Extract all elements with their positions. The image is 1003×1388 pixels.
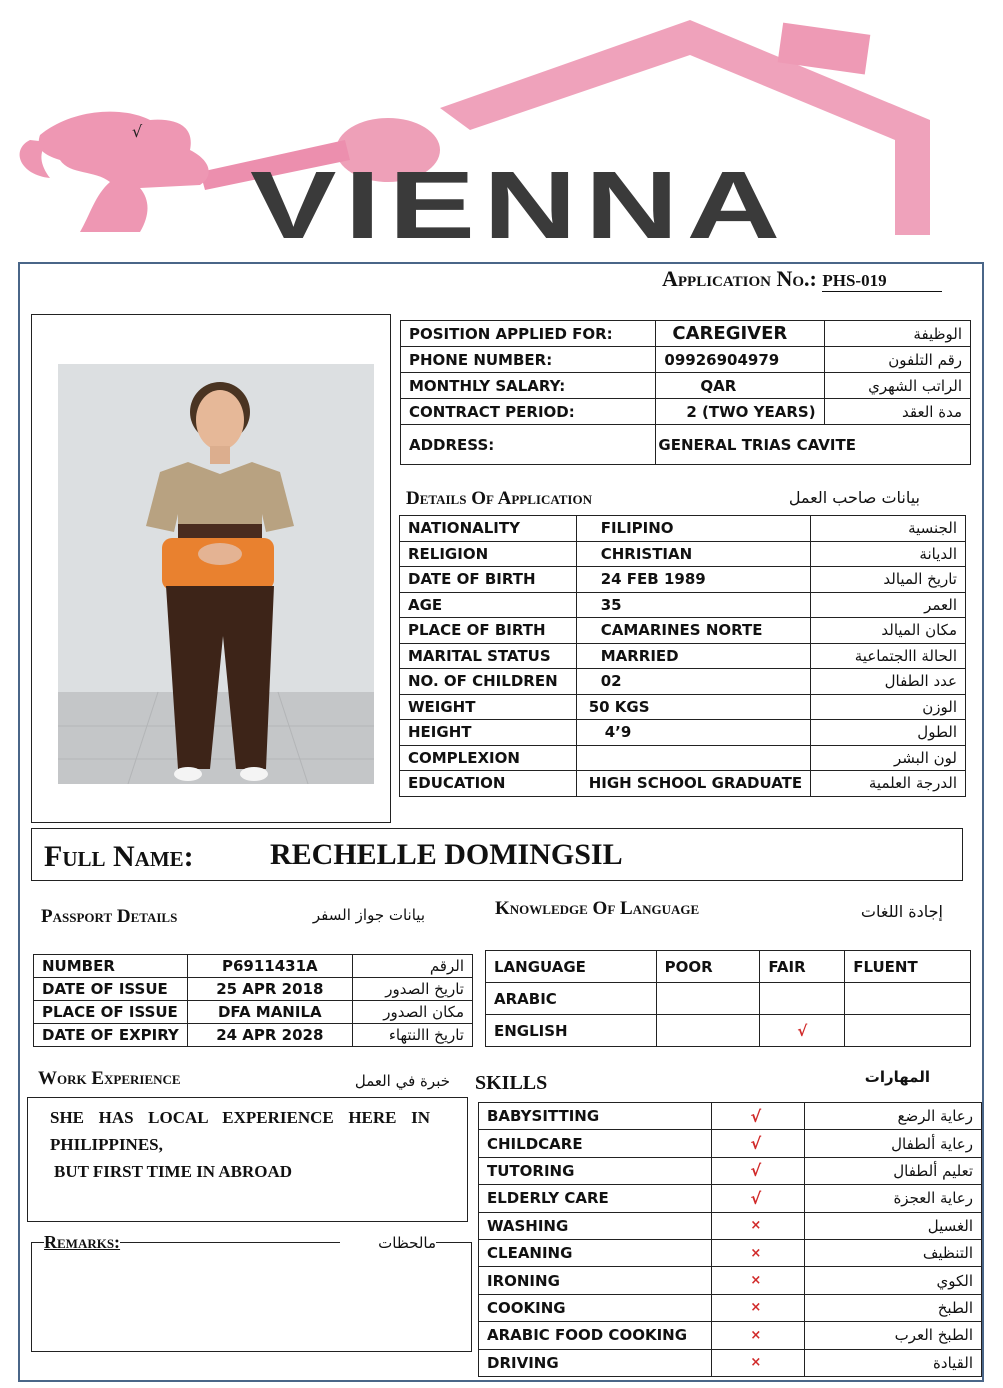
work-line-3: BUT FIRST TIME IN ABROAD <box>54 1162 293 1181</box>
details-label: COMPLEXION <box>400 745 577 771</box>
skill-row <box>479 1239 982 1266</box>
skill-cross-mark: × <box>709 1349 802 1376</box>
details-label: NATIONALITY <box>400 516 577 542</box>
poor-cell <box>656 1015 760 1047</box>
logo-woman <box>39 112 209 232</box>
details-row <box>400 643 966 669</box>
details-value: FILIPINO <box>576 516 810 542</box>
language-name: ENGLISH <box>486 1015 657 1047</box>
passport-label: DATE OF EXPIRY <box>34 1024 188 1047</box>
details-row <box>400 541 966 567</box>
skill-row <box>479 1103 982 1130</box>
passport-arabic: الرقم <box>352 955 472 978</box>
passport-label: NUMBER <box>34 955 188 978</box>
details-value: CAMARINES NORTE <box>576 618 810 644</box>
details-value: MARRIED <box>576 643 810 669</box>
application-number-label: Application No.: <box>662 266 817 291</box>
skill-name: IRONING <box>479 1267 712 1294</box>
details-value: 50 KGS <box>576 694 810 720</box>
work-line-2: PHILIPPINES, <box>50 1135 163 1154</box>
skill-arabic: القيادة <box>804 1349 981 1376</box>
details-arabic: تاريخ الميالد <box>811 567 966 593</box>
phone-label: PHONE NUMBER: <box>401 347 656 373</box>
skill-name: ELDERLY CARE <box>479 1185 712 1212</box>
passport-value: 24 APR 2028 <box>187 1024 352 1047</box>
details-label: MARITAL STATUS <box>400 643 577 669</box>
passport-table <box>33 954 473 1047</box>
passport-row <box>34 978 473 1001</box>
skill-name: WASHING <box>479 1212 712 1239</box>
skill-check-mark: √ <box>709 1157 802 1184</box>
skill-cross-mark: × <box>709 1294 802 1321</box>
skill-cross-mark: × <box>709 1322 802 1349</box>
details-row <box>400 592 966 618</box>
skill-arabic: الغسيل <box>804 1212 981 1239</box>
skill-name: TUTORING <box>479 1157 712 1184</box>
details-row <box>400 720 966 746</box>
table-row <box>401 399 971 425</box>
table-row <box>486 1015 971 1047</box>
passport-value: P6911431A <box>187 955 352 978</box>
details-arabic: الطول <box>811 720 966 746</box>
table-row <box>486 983 971 1015</box>
details-value: CHRISTIAN <box>576 541 810 567</box>
skill-check-mark: √ <box>709 1185 802 1212</box>
skill-name: COOKING <box>479 1294 712 1321</box>
address-value: GENERAL TRIAS CAVITE <box>656 425 971 465</box>
skill-row <box>479 1322 982 1349</box>
full-name-value: RECHELLE DOMINGSIL <box>270 838 623 871</box>
passport-arabic: تاريخ االنتهاء <box>352 1024 472 1047</box>
skills-table <box>478 1102 982 1377</box>
contract-label: CONTRACT PERIOD: <box>401 399 656 425</box>
details-row <box>400 669 966 695</box>
fair-header: FAIR <box>760 951 845 983</box>
details-label: DATE OF BIRTH <box>400 567 577 593</box>
fair-cell <box>760 983 845 1015</box>
table-row <box>401 373 971 399</box>
language-title-arabic: إجادة اللغات <box>860 902 943 921</box>
details-arabic: الديانة <box>811 541 966 567</box>
work-line-1: SHE HAS LOCAL EXPERIENCE HERE IN <box>50 1108 430 1127</box>
logo-wordmark: VIENNA <box>250 152 789 259</box>
contract-arabic: مدة العقد <box>824 399 970 425</box>
details-row <box>400 745 966 771</box>
skill-cross-mark: × <box>709 1267 802 1294</box>
details-value: 24 FEB 1989 <box>576 567 810 593</box>
details-value: 35 <box>576 592 810 618</box>
application-number <box>662 266 942 292</box>
skill-row <box>479 1130 982 1157</box>
skill-check-mark: √ <box>709 1130 802 1157</box>
passport-title-arabic: بيانات جواز السفر <box>312 906 425 924</box>
skill-arabic: رعاية الرضع <box>804 1103 981 1130</box>
position-arabic: الوظيفة <box>824 321 970 347</box>
skill-arabic: الطبخ <box>804 1294 981 1321</box>
skill-arabic: تعليم ألطفال <box>804 1157 981 1184</box>
table-row <box>401 425 971 465</box>
skill-check-mark: √ <box>709 1103 802 1130</box>
details-label: PLACE OF BIRTH <box>400 618 577 644</box>
details-arabic: عدد الطفال <box>811 669 966 695</box>
applicant-photo <box>58 364 374 784</box>
details-label: RELIGION <box>400 541 577 567</box>
skill-name: DRIVING <box>479 1349 712 1376</box>
details-arabic: العمر <box>811 592 966 618</box>
skills-title-arabic: المهارات <box>864 1068 930 1086</box>
skill-name: BABYSITTING <box>479 1103 712 1130</box>
table-header-row <box>486 951 971 983</box>
skill-row <box>479 1267 982 1294</box>
details-arabic: مكان الميالد <box>811 618 966 644</box>
phone-arabic: رقم التلفون <box>824 347 970 373</box>
details-row <box>400 567 966 593</box>
details-value: 4’9 <box>576 720 810 746</box>
details-arabic: الدرجة العلمية <box>811 771 966 797</box>
poor-header: POOR <box>656 951 760 983</box>
details-title: Details Of Application <box>406 488 592 509</box>
salary-arabic: الراتب الشهري <box>824 373 970 399</box>
skill-cross-mark: × <box>709 1212 802 1239</box>
skill-name: CHILDCARE <box>479 1130 712 1157</box>
full-name-label: Full Name: <box>44 840 194 873</box>
passport-value: DFA MANILA <box>187 1001 352 1024</box>
skill-arabic: الكوي <box>804 1267 981 1294</box>
address-label: ADDRESS: <box>401 425 656 465</box>
fluent-cell <box>845 983 971 1015</box>
skill-row <box>479 1185 982 1212</box>
details-row <box>400 771 966 797</box>
passport-row <box>34 1024 473 1047</box>
details-label: WEIGHT <box>400 694 577 720</box>
contract-value: 2 (TWO YEARS) <box>656 399 824 425</box>
skill-row <box>479 1349 982 1376</box>
remarks-title: Remarks: <box>44 1232 121 1252</box>
language-name: ARABIC <box>486 983 657 1015</box>
passport-row <box>34 955 473 978</box>
work-experience-text <box>50 1104 430 1185</box>
poor-cell <box>656 983 760 1015</box>
phone-value: 09926904979 <box>656 347 824 373</box>
fluent-header: FLUENT <box>845 951 971 983</box>
details-arabic: لون البشر <box>811 745 966 771</box>
table-row <box>401 321 971 347</box>
salary-value: QAR <box>656 373 824 399</box>
skill-row <box>479 1157 982 1184</box>
salary-label: MONTHLY SALARY: <box>401 373 656 399</box>
details-arabic: الوزن <box>811 694 966 720</box>
language-title: Knowledge Of Language <box>495 898 700 919</box>
details-label: AGE <box>400 592 577 618</box>
passport-title: Passport Details <box>41 906 178 927</box>
logo-tick-mark: √ <box>132 122 143 141</box>
language-table <box>485 950 971 1047</box>
passport-value: 25 APR 2018 <box>187 978 352 1001</box>
application-number-value: PHS-019 <box>822 271 942 292</box>
details-table <box>399 515 966 797</box>
skill-row <box>479 1212 982 1239</box>
details-value <box>576 745 810 771</box>
details-title-arabic: بيانات صاحب العمل <box>788 488 920 507</box>
position-label: POSITION APPLIED FOR: <box>401 321 656 347</box>
fair-cell: √ <box>760 1015 845 1047</box>
skill-arabic: التنظيف <box>804 1239 981 1266</box>
passport-label: PLACE OF ISSUE <box>34 1001 188 1024</box>
remarks-box <box>31 1242 472 1352</box>
details-value: HIGH SCHOOL GRADUATE <box>576 771 810 797</box>
skill-name: ARABIC FOOD COOKING <box>479 1322 712 1349</box>
skill-arabic: رعاية العجزة <box>804 1185 981 1212</box>
details-row <box>400 618 966 644</box>
skill-cross-mark: × <box>709 1239 802 1266</box>
position-info-table <box>400 320 971 465</box>
position-value: CAREGIVER <box>656 321 824 347</box>
skill-name: CLEANING <box>479 1239 712 1266</box>
details-arabic: الجنسية <box>811 516 966 542</box>
work-experience-title: Work Experience <box>38 1068 181 1089</box>
passport-label: DATE OF ISSUE <box>34 978 188 1001</box>
details-label: EDUCATION <box>400 771 577 797</box>
remarks-title-arabic: مالحظات <box>340 1234 436 1252</box>
skills-title: SKILLS <box>475 1072 548 1094</box>
passport-row <box>34 1001 473 1024</box>
skill-arabic: رعاية ألطفال <box>804 1130 981 1157</box>
details-label: NO. OF CHILDREN <box>400 669 577 695</box>
table-row <box>401 347 971 373</box>
details-label: HEIGHT <box>400 720 577 746</box>
fluent-cell <box>845 1015 971 1047</box>
passport-arabic: تاريخ الصدور <box>352 978 472 1001</box>
skill-row <box>479 1294 982 1321</box>
language-header: LANGUAGE <box>486 951 657 983</box>
skill-arabic: الطبخ العرب <box>804 1322 981 1349</box>
passport-arabic: مكان الصدور <box>352 1001 472 1024</box>
details-value: 02 <box>576 669 810 695</box>
details-arabic: الحالة االجتماعية <box>811 643 966 669</box>
details-row <box>400 694 966 720</box>
work-experience-title-arabic: خبرة في العمل <box>354 1072 450 1090</box>
details-row <box>400 516 966 542</box>
